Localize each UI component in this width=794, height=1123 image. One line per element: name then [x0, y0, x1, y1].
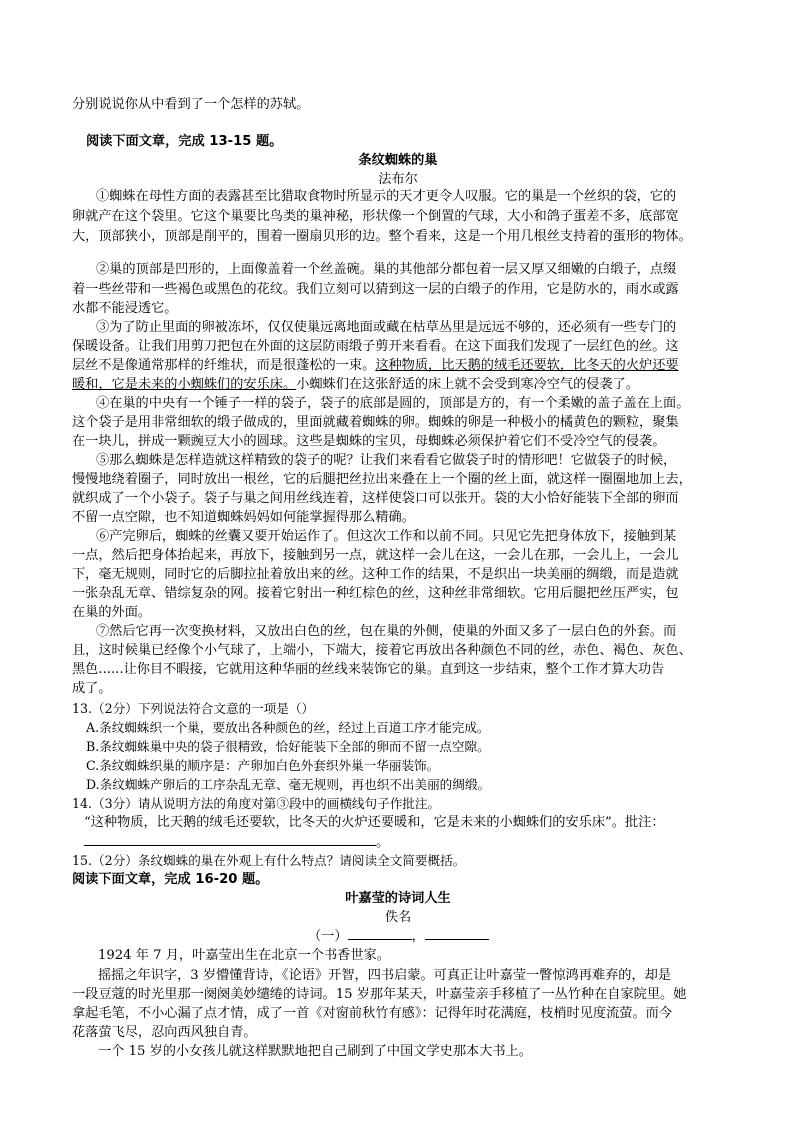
option-b: B.条纹蜘蛛巢中央的袋子很精致，恰好能装下全部的卵而不留一点空隙。	[86, 739, 490, 754]
quoted-sentence: “这种物质，比天鹅的绒毛还要软，比冬天的火炉还要暖和，它是未来的小蜘蛛们的安乐床”。批注：	[84, 815, 665, 830]
paragraph-line	[72, 375, 732, 395]
answer-blank[interactable]	[84, 832, 376, 846]
text-span: （一）	[308, 929, 348, 944]
paragraph-line: ①蜘蛛在母性方面的表露甚至比猎取食物时所显示的天才更令人叹服。它的巢是一个丝织的袋，它的	[96, 189, 677, 204]
section-heading: 阅读下面文章，完成 13-15 题。	[86, 134, 283, 149]
article-title: 叶嘉莹的诗词人生	[345, 891, 451, 906]
answer-line	[84, 832, 484, 853]
paragraph-line: 下，毫无规则，同时它的后脚拉扯着放出来的丝。这种工作的结果，不是织出一块美丽的绸缎，而是造就	[72, 567, 679, 582]
text-span: 小蜘蛛们在这张舒适的床上就不会受到寒冷空气的侵袭了。	[296, 377, 640, 392]
subheading-blank[interactable]	[348, 926, 412, 940]
paragraph-line: 拿起毛笔，不小心漏了点才情，成了一首《对窗前秋竹有感》：记得年时花满庭，枝梢时见度流萤。而今	[72, 1006, 673, 1021]
paragraph-line: 一点，然后把身体抬起来，再放下，接触到另一点，就这样一会儿在这，一会儿在那，一会儿上，一会儿	[72, 548, 679, 563]
question-15: 15.（2分）条纹蜘蛛的巢在外观上有什么特点？请阅读全文简要概括。	[72, 853, 466, 868]
underlined-sentence: 暖和，它是未来的小蜘蛛们的安乐床。	[72, 377, 297, 392]
paragraph-line: 一段豆蔻的时光里那一阕阕美妙缱绻的诗词。15 岁那年某天，叶嘉莹亲手移植了一丛竹种在自家院里。她	[72, 987, 687, 1002]
paragraph-line: 着一些丝带和一些褐色或黑色的花纹。我们立刻可以猜到这一层的白缎子的作用，它是防水的，雨水或露	[72, 282, 679, 297]
text-span: ，	[411, 929, 425, 944]
text-span: 。	[376, 835, 390, 850]
question-14: 14.（3分）请从说明方法的角度对第③段中的画横线句子作批注。	[72, 796, 441, 811]
paragraph-line: 1924 年 7 月，叶嘉莹出生在北京一个书香世家。	[98, 948, 390, 963]
paragraph-line: 花落萤飞尽，忍向西风独自青。	[72, 1025, 257, 1040]
paragraph-line: 在一块儿，拼成一颗豌豆大小的圆球。这些是蜘蛛的宝贝，母蜘蛛必须保护着它们不受冷空气的侵袭。	[72, 434, 666, 449]
paragraph-line: 就织成了一个小袋子。袋子与巢之间用丝线连着，这样使袋口可以张开。袋的大小恰好能装下全部的卵而	[72, 491, 679, 506]
paragraph-line: ②巢的顶部是凹形的，上面像盖着一个丝盖碗。巢的其他部分都包着一层又厚又细嫩的白缎子，点缀	[96, 262, 677, 277]
paragraph-line: ⑥产完卵后，蜘蛛的丝囊又要开始运作了。但这次工作和以前不同。只见它先把身体放下，接触到某	[96, 529, 677, 544]
paragraph-line: 在巢的外面。	[72, 605, 152, 620]
article-author: 法布尔	[378, 172, 418, 187]
paragraph-line: 保暖设备。让我们用剪刀把包在外面的这层防雨缎子剪开来看看。在这下面我们发现了一层红色的丝。这	[72, 339, 679, 354]
paragraph-line: 摇摇之年识字，3 岁懵懂背诗，《论语》开智，四书启蒙。可真正让叶嘉莹一瞥惊鸿再难弃的，却是	[98, 968, 672, 983]
paragraph-line: 不留一点空隙，也不知道蜘蛛妈妈如何能掌握得那么精确。	[72, 510, 415, 525]
underlined-sentence: 这种物质，比天鹅的绒毛还要软，比冬天的火炉还要	[375, 358, 679, 373]
paragraph-line: 大，顶部狭小，顶部是削平的，围着一圈扇贝形的边。整个看来，这是一个用几根丝支持着的蛋形的物体。	[72, 229, 692, 244]
article-title: 条纹蜘蛛的巢	[358, 153, 438, 168]
paragraph-line: 水都不能浸透它。	[72, 301, 178, 316]
option-d: D.条纹蜘蛛产卵后的工序杂乱无章、毫无规则，再也织不出美丽的绸缎。	[86, 777, 491, 792]
paragraph-line: 一张杂乱无章、错综复杂的网。接着它射出一种红棕色的丝，这种丝非常细软。它用后腿把丝压严实，包	[72, 586, 679, 601]
paragraph-line: 成了。	[72, 681, 112, 696]
paragraph-line: 一个 15 岁的小女孩儿就这样默默地把自己刷到了中国文学史那本大书上。	[98, 1044, 532, 1059]
paragraph-line: ⑤那么蜘蛛是怎样造就这样精致的袋子的呢？让我们来看看它做袋子时的情形吧！它做袋子的时候，	[96, 453, 677, 468]
paragraph-line: 这个袋子是用非常细软的缎子做成的，里面就藏着蜘蛛的卵。蜘蛛的卵是一种极小的橘黄色的颗粒，聚集	[72, 415, 679, 430]
question-13: 13.（2分）下列说法符合文意的一项是（）	[72, 701, 315, 716]
subheading-line	[308, 926, 538, 947]
paragraph-line: ④在巢的中央有一个锤子一样的袋子，袋子的底部是圆的，顶部是方的，有一个柔嫩的盖子盖在上面。	[96, 396, 690, 411]
option-a: A.条纹蜘蛛织一个巢，要放出各种颜色的丝，经过上百道工序才能完成。	[86, 720, 490, 735]
paragraph-line: 黑色......让你目不暇接，它就用这种华丽的丝线来装饰它的巢。直到这一步结束，整个工作才算大功告	[72, 662, 665, 677]
option-c: C.条纹蜘蛛织巢的顺序是：产卵加白色外套织外巢一华丽装饰。	[86, 758, 440, 773]
text-span: 层丝不是像通常那样的纤维状，而是很蓬松的一束。	[72, 358, 376, 373]
paragraph-line: ⑦然后它再一次变换材料，又放出白色的丝，包在巢的外侧，使巢的外面又多了一层白色的外套。而	[96, 624, 677, 639]
subheading-blank[interactable]	[425, 926, 489, 940]
paragraph-line: 慢慢地绕着圈子，同时放出一根丝，它的后腿把丝拉出来叠在上一个圈的丝上面，就这样一圈圈地加上去，	[72, 472, 692, 487]
paragraph-line	[72, 356, 732, 376]
text-line: 分别说说你从中看到了一个怎样的苏轼。	[72, 97, 310, 112]
paragraph-line: ③为了防止里面的卵被冻坏，仅仅使巢远离地面或藏在枯草丛里是远远不够的，还必须有一些专门的	[96, 320, 677, 335]
paragraph-line: 卵就产在这个袋里。它这个巢要比鸟类的巢神秘，形状像一个倒置的气球，大小和鸽子蛋差不多，底部宽	[72, 209, 679, 224]
paragraph-line: 且，这时候巢已经像个小气球了，上端小，下端大，接着它再放出各种颜色不同的丝，赤色、褐色、灰色、	[72, 643, 692, 658]
section-heading: 阅读下面文章，完成 16-20 题。	[72, 872, 269, 887]
article-author: 佚名	[384, 910, 412, 925]
